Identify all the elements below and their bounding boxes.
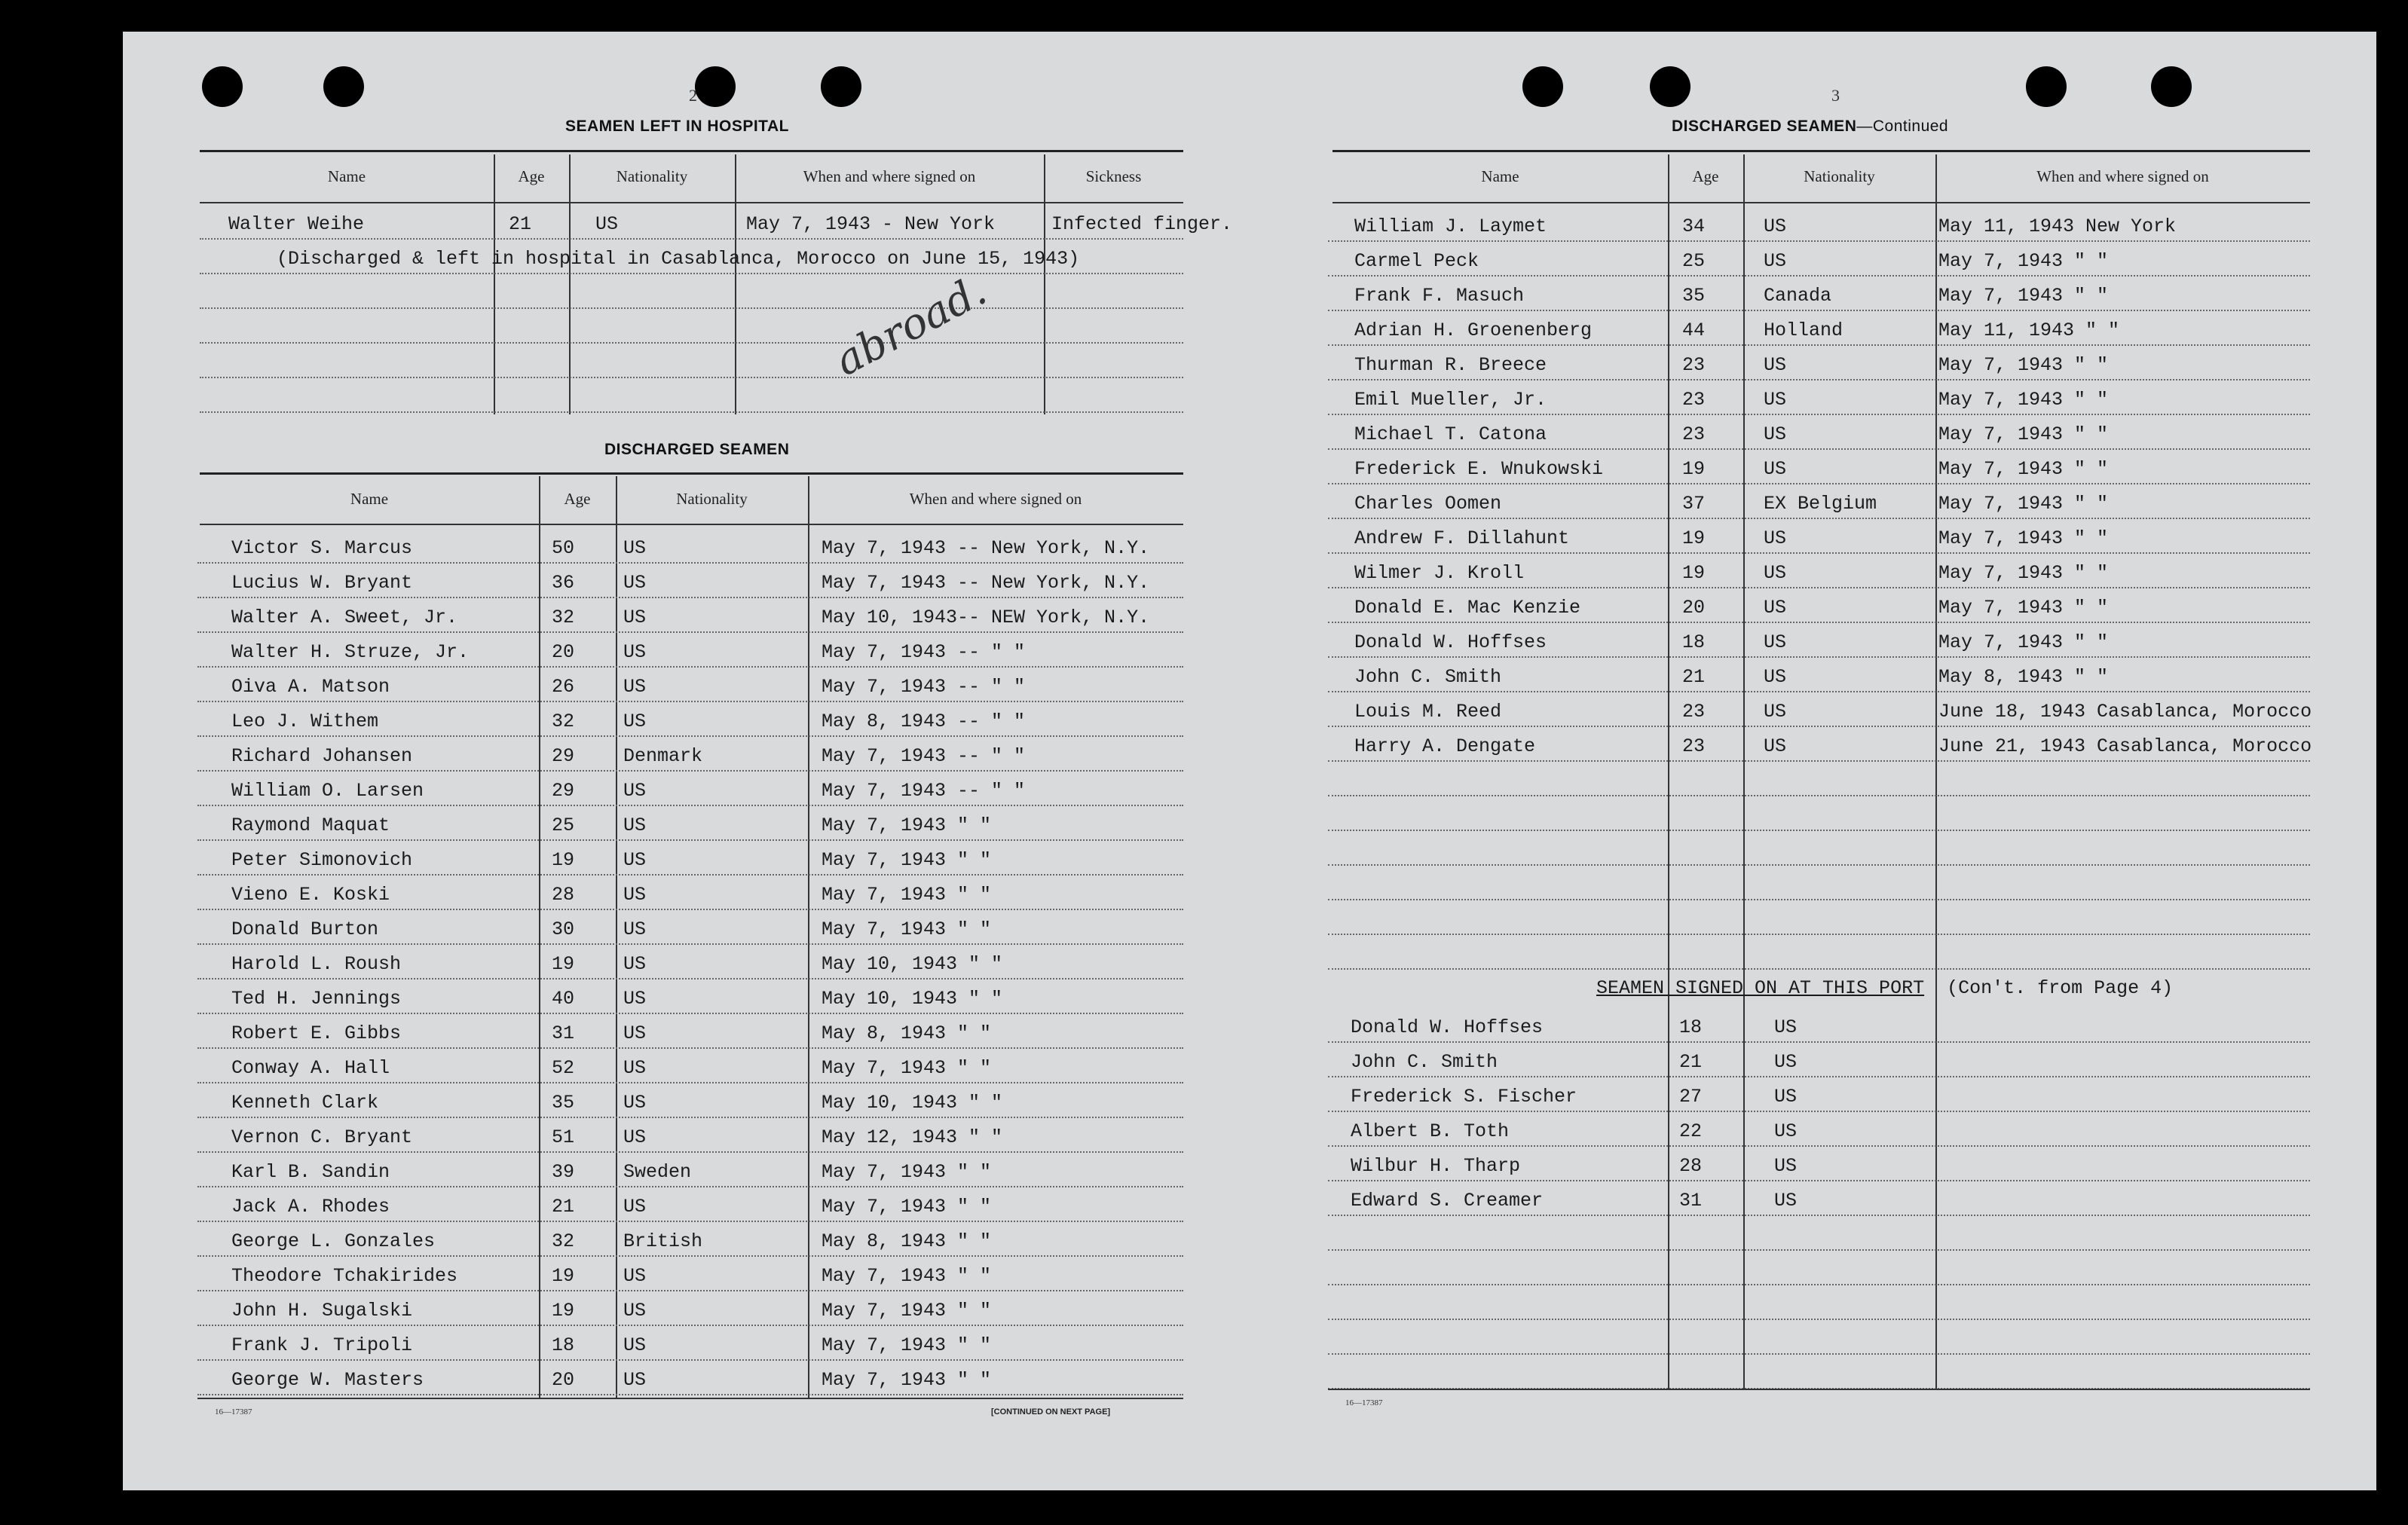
seaman-name: John C. Smith — [1354, 666, 1502, 688]
seaman-nationality: US — [1764, 354, 1787, 376]
port-seaman-nationality: US — [1774, 1086, 1798, 1108]
seaman-age: 20 — [552, 1369, 575, 1391]
seaman-nationality: US — [623, 884, 647, 906]
seaman-nationality: US — [623, 849, 647, 871]
port-seaman-name: Edward S. Creamer — [1351, 1190, 1544, 1212]
table-row — [1328, 414, 2310, 450]
seaman-age: 20 — [552, 641, 575, 663]
seaman-age: 36 — [552, 572, 575, 594]
table-row — [1328, 622, 2310, 658]
seaman-age: 23 — [1682, 423, 1706, 445]
table-row — [197, 666, 1183, 702]
hospital-age: 21 — [509, 213, 532, 235]
port-seaman-age: 27 — [1679, 1086, 1703, 1108]
rule — [200, 472, 1183, 475]
right-title-suffix: —Continued — [1856, 118, 1949, 135]
seaman-age: 18 — [552, 1334, 575, 1356]
seaman-name: Theodore Tchakirides — [231, 1265, 458, 1287]
seaman-name: Louis M. Reed — [1354, 701, 1502, 723]
table-row — [1328, 275, 2310, 311]
table-row — [200, 307, 1183, 344]
port-title-main: SEAMEN SIGNED ON AT THIS PORT — [1596, 977, 1925, 999]
right-title-main: DISCHARGED SEAMEN — [1672, 118, 1857, 135]
discharged-title: DISCHARGED SEAMEN — [604, 441, 790, 458]
port-signed-table — [1328, 1007, 2310, 1387]
seaman-signed-on: May 7, 1943 " " — [822, 1057, 992, 1079]
table-row — [200, 342, 1183, 378]
seaman-age: 50 — [552, 537, 575, 559]
seaman-nationality: US — [1764, 389, 1787, 411]
table-row — [200, 203, 1233, 240]
table-row — [1328, 1076, 2310, 1112]
left-page-number: 2 — [689, 86, 697, 105]
seaman-nationality: US — [623, 1196, 647, 1218]
seaman-age: 21 — [552, 1196, 575, 1218]
table-row — [197, 1325, 1183, 1361]
seaman-age: 19 — [1682, 527, 1706, 549]
seaman-age: 35 — [552, 1092, 575, 1114]
seaman-name: Adrian H. Groenenberg — [1354, 319, 1593, 341]
table-row — [1328, 1284, 2310, 1320]
seaman-signed-on: May 7, 1943 " " — [822, 849, 992, 871]
seaman-signed-on: May 7, 1943 " " — [822, 1161, 992, 1183]
table-row — [1328, 1319, 2310, 1355]
right-page-number: 3 — [1831, 86, 1840, 105]
seaman-signed-on: May 8, 1943 " " — [822, 1230, 992, 1252]
rule — [1328, 1389, 2310, 1390]
seaman-signed-on: May 7, 1943 " " — [1938, 493, 2109, 515]
port-seaman-nationality: US — [1774, 1120, 1798, 1142]
table-row — [1328, 587, 2310, 623]
seaman-name: Donald E. Mac Kenzie — [1354, 597, 1581, 619]
table-row — [197, 562, 1183, 598]
rule — [200, 150, 1183, 152]
table-row — [1328, 1007, 2310, 1043]
table-row — [1328, 206, 2310, 242]
seaman-age: 23 — [1682, 389, 1706, 411]
seaman-age: 19 — [1682, 562, 1706, 584]
right-title — [1672, 118, 1948, 136]
table-row — [197, 1255, 1183, 1291]
seaman-nationality: US — [623, 1126, 647, 1148]
table-row — [1328, 1041, 2310, 1077]
seaman-age: 30 — [552, 918, 575, 940]
port-seaman-name: Albert B. Toth — [1351, 1120, 1510, 1142]
table-row — [1328, 240, 2310, 277]
seaman-nationality: US — [1764, 631, 1787, 653]
port-seaman-age: 22 — [1679, 1120, 1703, 1142]
port-seaman-name: Donald W. Hoffses — [1351, 1016, 1544, 1038]
punch-hole — [695, 66, 736, 107]
seaman-name: Kenneth Clark — [231, 1092, 379, 1114]
table-row — [200, 273, 1183, 309]
table-row — [1328, 795, 2310, 831]
seaman-nationality: US — [1764, 458, 1787, 480]
seaman-signed-on: May 7, 1943 " " — [822, 1265, 992, 1287]
table-row — [1328, 656, 2310, 692]
seaman-age: 52 — [552, 1057, 575, 1079]
seaman-nationality: US — [623, 1022, 647, 1044]
table-row — [197, 839, 1183, 876]
seaman-age: 25 — [552, 814, 575, 836]
table-row — [200, 238, 1183, 274]
seaman-name: Donald W. Hoffses — [1354, 631, 1547, 653]
seaman-signed-on: May 7, 1943 -- New York, N.Y. — [822, 572, 1150, 594]
seaman-name: Donald Burton — [231, 918, 379, 940]
punch-hole — [2151, 66, 2192, 107]
seaman-nationality: US — [623, 1265, 647, 1287]
seaman-signed-on: May 7, 1943 " " — [1938, 597, 2109, 619]
seaman-name: Vernon C. Bryant — [231, 1126, 413, 1148]
hospital-table — [200, 203, 1233, 418]
port-seaman-nationality: US — [1774, 1190, 1798, 1212]
right-discharged-table — [1328, 206, 2310, 967]
seaman-age: 51 — [552, 1126, 575, 1148]
seaman-signed-on: May 7, 1943 " " — [1938, 354, 2109, 376]
seaman-nationality: US — [1764, 562, 1787, 584]
rule — [1333, 150, 2310, 152]
seaman-signed-on: May 7, 1943 " " — [1938, 250, 2109, 272]
seaman-signed-on: May 7, 1943 " " — [822, 1196, 992, 1218]
seaman-age: 19 — [552, 1300, 575, 1322]
seaman-name: Frederick E. Wnukowski — [1354, 458, 1604, 480]
seaman-nationality: US — [623, 1334, 647, 1356]
seaman-name: George L. Gonzales — [231, 1230, 436, 1252]
punch-hole — [2026, 66, 2067, 107]
seaman-nationality: US — [1764, 735, 1787, 757]
right-header-age: Age — [1692, 167, 1719, 185]
port-seaman-name: Frederick S. Fischer — [1351, 1086, 1577, 1108]
seaman-name: Wilmer J. Kroll — [1354, 562, 1525, 584]
seaman-signed-on: May 8, 1943 " " — [1938, 666, 2109, 688]
seaman-signed-on: May 7, 1943 -- New York, N.Y. — [822, 537, 1150, 559]
hospital-nationality: US — [595, 213, 619, 235]
seaman-nationality: US — [1764, 666, 1787, 688]
table-row — [197, 805, 1183, 841]
seaman-signed-on: May 10, 1943 " " — [822, 953, 1003, 975]
seaman-name: William O. Larsen — [231, 780, 424, 802]
seaman-nationality: Canada — [1764, 285, 1832, 307]
seaman-name: Harry A. Dengate — [1354, 735, 1536, 757]
table-row — [1328, 552, 2310, 588]
seaman-age: 23 — [1682, 701, 1706, 723]
seaman-age: 19 — [552, 953, 575, 975]
seaman-nationality: US — [623, 780, 647, 802]
seaman-nationality: US — [1764, 250, 1787, 272]
right-header-name: Name — [1481, 167, 1519, 185]
table-row — [197, 1047, 1183, 1083]
seaman-name: Michael T. Catona — [1354, 423, 1547, 445]
discharged-header-signed: When and where signed on — [909, 490, 1082, 508]
seaman-name: Frank F. Masuch — [1354, 285, 1525, 307]
left-form-number: 16—17387 — [215, 1407, 252, 1417]
seaman-signed-on: May 7, 1943 " " — [1938, 389, 2109, 411]
table-row — [197, 1359, 1183, 1395]
seaman-name: Andrew F. Dillahunt — [1354, 527, 1570, 549]
port-seaman-name: Wilbur H. Tharp — [1351, 1155, 1521, 1177]
port-seaman-age: 18 — [1679, 1016, 1703, 1038]
seaman-nationality: US — [623, 572, 647, 594]
seaman-nationality: US — [623, 537, 647, 559]
rule — [197, 1398, 1183, 1399]
table-row — [1328, 691, 2310, 727]
hospital-header-signed: When and where signed on — [803, 167, 976, 185]
seaman-nationality: US — [623, 953, 647, 975]
seaman-age: 19 — [552, 1265, 575, 1287]
seaman-name: Charles Oomen — [1354, 493, 1502, 515]
table-row — [197, 943, 1183, 979]
seaman-age: 20 — [1682, 597, 1706, 619]
seaman-nationality: US — [623, 918, 647, 940]
right-form-number: 16—17387 — [1345, 1398, 1383, 1407]
seaman-name: Harold L. Roush — [231, 953, 402, 975]
table-row — [197, 701, 1183, 737]
seaman-nationality: Sweden — [623, 1161, 692, 1183]
seaman-name: Walter A. Sweet, Jr. — [231, 607, 458, 628]
seaman-name: Emil Mueller, Jr. — [1354, 389, 1547, 411]
seaman-name: Conway A. Hall — [231, 1057, 390, 1079]
punch-hole — [1522, 66, 1563, 107]
seaman-nationality: US — [623, 1369, 647, 1391]
discharged-header-nationality: Nationality — [676, 490, 748, 508]
seaman-age: 31 — [552, 1022, 575, 1044]
table-row — [1328, 1353, 2310, 1389]
seaman-name: George W. Masters — [231, 1369, 424, 1391]
seaman-age: 29 — [552, 780, 575, 802]
table-row — [1328, 899, 2310, 935]
port-seaman-nationality: US — [1774, 1016, 1798, 1038]
seaman-signed-on: May 12, 1943 " " — [822, 1126, 1003, 1148]
seaman-age: 34 — [1682, 215, 1706, 237]
seaman-signed-on: May 7, 1943 -- " " — [822, 641, 1026, 663]
seaman-signed-on: May 8, 1943 -- " " — [822, 711, 1026, 732]
seaman-signed-on: May 10, 1943 " " — [822, 1092, 1003, 1114]
seaman-name: Jack A. Rhodes — [231, 1196, 390, 1218]
seaman-nationality: US — [623, 1092, 647, 1114]
hospital-header-age: Age — [518, 167, 545, 185]
table-row — [197, 874, 1183, 910]
table-row — [1328, 1180, 2310, 1216]
seaman-nationality: British — [623, 1230, 703, 1252]
seaman-age: 29 — [552, 745, 575, 767]
seaman-name: Richard Johansen — [231, 745, 413, 767]
hospital-header-sickness: Sickness — [1085, 167, 1142, 185]
seaman-name: Lucius W. Bryant — [231, 572, 413, 594]
port-seaman-name: John C. Smith — [1351, 1051, 1498, 1073]
seaman-signed-on: May 7, 1943 " " — [822, 884, 992, 906]
seaman-signed-on: May 7, 1943 " " — [1938, 527, 2109, 549]
table-row — [197, 770, 1183, 806]
seaman-age: 32 — [552, 607, 575, 628]
seaman-nationality: Denmark — [623, 745, 703, 767]
handwritten-annotation: abroad. — [827, 265, 995, 387]
table-row — [197, 1117, 1183, 1153]
seaman-name: Oiva A. Matson — [231, 676, 390, 698]
seaman-name: John H. Sugalski — [231, 1300, 413, 1322]
seaman-signed-on: May 7, 1943 -- " " — [822, 745, 1026, 767]
seaman-nationality: US — [623, 1057, 647, 1079]
seaman-signed-on: May 7, 1943 " " — [1938, 458, 2109, 480]
discharged-header-name: Name — [350, 490, 389, 508]
seaman-age: 44 — [1682, 319, 1706, 341]
seaman-signed-on: May 11, 1943 New York — [1938, 215, 2177, 237]
seaman-name: Frank J. Tripoli — [231, 1334, 413, 1356]
table-row — [1328, 760, 2310, 796]
table-row — [197, 1013, 1183, 1049]
table-row — [197, 1186, 1183, 1222]
seaman-age: 19 — [552, 849, 575, 871]
port-seaman-age: 28 — [1679, 1155, 1703, 1177]
table-row — [1328, 1249, 2310, 1285]
hospital-header-nationality: Nationality — [616, 167, 688, 185]
rule — [200, 524, 1183, 525]
seaman-signed-on: May 7, 1943 " " — [1938, 562, 2109, 584]
seaman-signed-on: June 18, 1943 Casablanca, Morocco — [1938, 701, 2312, 723]
table-row — [197, 978, 1183, 1014]
table-row — [197, 597, 1183, 633]
seaman-nationality: US — [1764, 423, 1787, 445]
seaman-signed-on: May 8, 1943 " " — [822, 1022, 992, 1044]
seaman-age: 28 — [552, 884, 575, 906]
seaman-signed-on: May 7, 1943 " " — [1938, 285, 2109, 307]
table-row — [1328, 1111, 2310, 1147]
table-row — [1328, 448, 2310, 484]
punch-hole — [202, 66, 243, 107]
table-row — [200, 377, 1183, 413]
seaman-nationality: US — [1764, 527, 1787, 549]
table-row — [197, 1082, 1183, 1118]
table-row — [1328, 726, 2310, 762]
seaman-signed-on: May 7, 1943 " " — [1938, 631, 2109, 653]
table-row — [1328, 830, 2310, 866]
hospital-note: (Discharged & left in hospital in Casablanca, Morocco on June 15, 1943) — [277, 248, 1080, 270]
continued-note: [CONTINUED ON NEXT PAGE] — [991, 1407, 1111, 1417]
seaman-age: 40 — [552, 988, 575, 1010]
seaman-name: Raymond Maquat — [231, 814, 390, 836]
table-row — [1328, 483, 2310, 519]
hospital-header-name: Name — [327, 167, 366, 185]
port-section-title — [1596, 977, 2173, 999]
seaman-signed-on: May 11, 1943 " " — [1938, 319, 2120, 341]
seaman-age: 18 — [1682, 631, 1706, 653]
seaman-age: 32 — [552, 711, 575, 732]
port-seaman-nationality: US — [1774, 1051, 1798, 1073]
seaman-nationality: US — [623, 641, 647, 663]
seaman-name: Karl B. Sandin — [231, 1161, 390, 1183]
seaman-age: 35 — [1682, 285, 1706, 307]
seaman-nationality: US — [623, 607, 647, 628]
seaman-signed-on: May 7, 1943 " " — [822, 814, 992, 836]
table-row — [197, 631, 1183, 668]
seaman-age: 32 — [552, 1230, 575, 1252]
table-row — [1328, 1145, 2310, 1181]
seaman-name: Walter H. Struze, Jr. — [231, 641, 470, 663]
hospital-title: SEAMEN LEFT IN HOSPITAL — [565, 118, 789, 135]
seaman-signed-on: May 10, 1943 " " — [822, 988, 1003, 1010]
hospital-name: Walter Weihe — [228, 213, 365, 235]
table-row — [1328, 379, 2310, 415]
seaman-nationality: US — [623, 814, 647, 836]
punch-hole — [323, 66, 364, 107]
seaman-signed-on: May 10, 1943-- NEW York, N.Y. — [822, 607, 1150, 628]
hospital-sickness: Infected finger. — [1051, 213, 1233, 235]
hospital-signed: May 7, 1943 - New York — [746, 213, 996, 235]
seaman-name: Leo J. Withem — [231, 711, 379, 732]
port-seaman-age: 31 — [1679, 1190, 1703, 1212]
table-row — [197, 735, 1183, 772]
port-title-suffix: (Con't. from Page 4) — [1947, 977, 2174, 999]
table-row — [1328, 1215, 2310, 1251]
seaman-nationality: US — [623, 988, 647, 1010]
seaman-nationality: US — [623, 676, 647, 698]
seaman-nationality: EX Belgium — [1764, 493, 1877, 515]
seaman-signed-on: May 7, 1943 " " — [822, 918, 992, 940]
table-row — [197, 1221, 1183, 1257]
seaman-signed-on: May 7, 1943 " " — [822, 1334, 992, 1356]
seaman-age: 23 — [1682, 735, 1706, 757]
seaman-signed-on: May 7, 1943 -- " " — [822, 676, 1026, 698]
seaman-nationality: US — [1764, 215, 1787, 237]
port-seaman-nationality: US — [1774, 1155, 1798, 1177]
table-row — [1328, 344, 2310, 380]
table-row — [1328, 864, 2310, 900]
seaman-nationality: US — [623, 711, 647, 732]
right-header-nationality: Nationality — [1804, 167, 1875, 185]
table-row — [197, 527, 1183, 564]
seaman-name: Peter Simonovich — [231, 849, 413, 871]
right-header-signed: When and where signed on — [2036, 167, 2209, 185]
seaman-name: Ted H. Jennings — [231, 988, 402, 1010]
table-row — [1328, 518, 2310, 554]
seaman-age: 39 — [552, 1161, 575, 1183]
rule — [1333, 202, 2310, 203]
seaman-nationality: US — [623, 1300, 647, 1322]
seaman-signed-on: May 7, 1943 " " — [822, 1300, 992, 1322]
seaman-nationality: Holland — [1764, 319, 1843, 341]
seaman-name: Thurman R. Breece — [1354, 354, 1547, 376]
table-row — [197, 1151, 1183, 1187]
table-row — [1328, 934, 2310, 970]
seaman-age: 26 — [552, 676, 575, 698]
punch-hole — [821, 66, 861, 107]
seaman-name: Vieno E. Koski — [231, 884, 390, 906]
seaman-signed-on: May 7, 1943 -- " " — [822, 780, 1026, 802]
seaman-name: Robert E. Gibbs — [231, 1022, 402, 1044]
seaman-nationality: US — [1764, 597, 1787, 619]
seaman-age: 23 — [1682, 354, 1706, 376]
seaman-signed-on: May 7, 1943 " " — [1938, 423, 2109, 445]
table-row — [1328, 310, 2310, 346]
seaman-age: 21 — [1682, 666, 1706, 688]
table-row — [197, 1290, 1183, 1326]
seaman-signed-on: May 7, 1943 " " — [822, 1369, 992, 1391]
seaman-age: 25 — [1682, 250, 1706, 272]
seaman-signed-on: June 21, 1943 Casablanca, Morocco — [1938, 735, 2312, 757]
discharged-table — [197, 527, 1183, 1394]
seaman-age: 37 — [1682, 493, 1706, 515]
seaman-name: Victor S. Marcus — [231, 537, 413, 559]
discharged-header-age: Age — [564, 490, 591, 508]
seaman-name: Carmel Peck — [1354, 250, 1479, 272]
seaman-nationality: US — [1764, 701, 1787, 723]
table-row — [197, 909, 1183, 945]
seaman-name: William J. Laymet — [1354, 215, 1547, 237]
port-seaman-age: 21 — [1679, 1051, 1703, 1073]
seaman-age: 19 — [1682, 458, 1706, 480]
punch-hole — [1650, 66, 1690, 107]
